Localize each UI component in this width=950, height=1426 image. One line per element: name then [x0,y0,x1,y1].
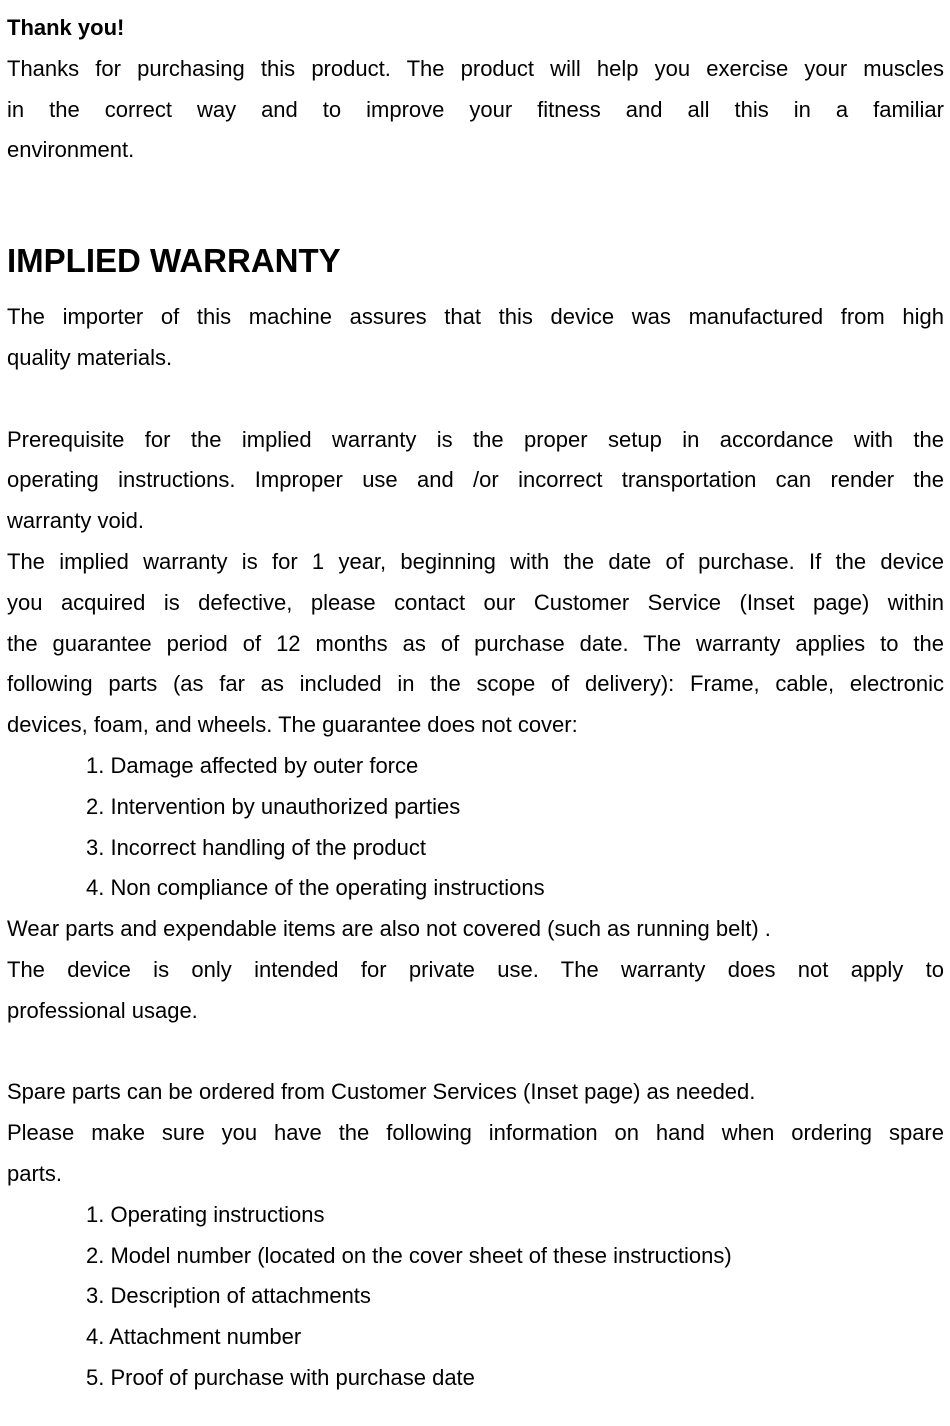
order-info-item: 3. Description of attachments [86,1283,371,1309]
warranty-p2-line: operating instructions. Improper use and /or incorrect transportation can render the [7,467,944,493]
exclusion-item: 4. Non compliance of the operating instructions [86,875,545,901]
order-info-item: 4. Attachment number [86,1324,302,1350]
paragraph-gap [7,379,944,420]
warranty-p2-line: The implied warranty is for 1 year, beginning with the date of purchase. If the device [7,548,944,574]
warranty-p2-line: Prerequisite for the implied warranty is the proper setup in accordance with the [7,426,944,452]
warranty-p1-line: quality materials. [7,344,173,370]
exclusion-item: 2. Intervention by unauthorized parties [86,793,461,819]
warranty-p2-line: the guarantee period of 12 months as of purchase date. The warranty applies to the [7,630,944,656]
intro-line: in the correct way and to improve your fitness and all this in a familiar [7,96,944,122]
document-page [7,8,944,1399]
thank-you-title: Thank you! [7,15,125,40]
warranty-p4-line: Please make sure you have the following information on hand when ordering spare [7,1120,944,1146]
intro-line: Thanks for purchasing this product. The product will help you exercise your muscles [7,55,944,81]
warranty-p3-line: professional usage. [7,997,198,1023]
warranty-p4-line: parts. [7,1160,63,1186]
order-info-item: 1. Operating instructions [86,1201,325,1227]
warranty-p2-line: devices, foam, and wheels. The guarantee does not cover: [7,712,578,738]
exclusion-item: 3. Incorrect handling of the product [86,834,426,860]
warranty-p1-line: The importer of this machine assures that this device was manufactured from high [7,304,944,330]
intro-line: environment. [7,137,135,163]
paragraph-gap [7,1032,944,1073]
order-info-item: 5. Proof of purchase with purchase date [86,1364,475,1390]
warranty-p3-line: Wear parts and expendable items are also not covered (such as running belt) . [7,916,771,942]
order-info-item: 2. Model number (located on the cover sheet of these instructions) [86,1242,732,1268]
warranty-p2-line: following parts (as far as included in the scope of delivery): Frame, cable, electronic [7,671,944,697]
warranty-p2-line: you acquired is defective, please contact our Customer Service (Inset page) within [7,589,944,615]
warranty-p2-line: warranty void. [7,508,144,534]
warranty-p4-line: Spare parts can be ordered from Customer Services (Inset page) as needed. [7,1079,756,1105]
warranty-p3-line: The device is only intended for private use. The warranty does not apply to [7,956,944,982]
warranty-heading: IMPLIED WARRANTY [7,242,341,280]
exclusion-item: 1. Damage affected by outer force [86,752,419,778]
